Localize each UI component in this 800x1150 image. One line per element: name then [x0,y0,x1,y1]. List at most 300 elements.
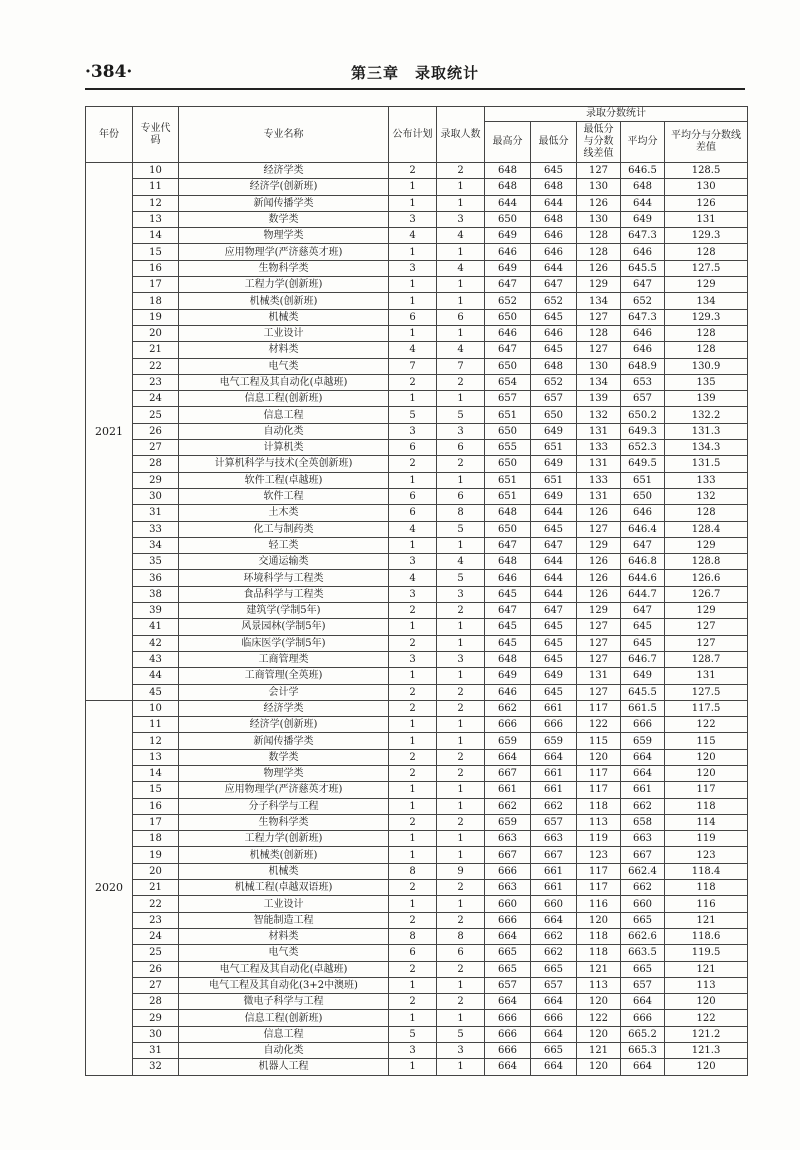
admitted-cell: 4 [437,554,485,570]
avg-cell: 644 [621,195,665,211]
min-cell: 648 [531,179,577,195]
table-row [86,505,748,521]
min-cell: 661 [531,765,577,781]
min_diff-cell: 122 [577,717,621,733]
min_diff-cell: 127 [577,342,621,358]
plan-cell: 2 [389,912,437,928]
max-cell: 666 [485,912,531,928]
code-cell: 41 [133,619,179,635]
max-cell: 646 [485,570,531,586]
admitted-cell: 2 [437,163,485,179]
min_diff-cell: 134 [577,293,621,309]
table-row [86,570,748,586]
avg_diff-cell: 128 [665,325,748,341]
table-row [86,733,748,749]
table-row [86,863,748,879]
admitted-cell: 1 [437,391,485,407]
name-cell: 经济学类 [179,700,389,716]
min-cell: 645 [531,163,577,179]
table-row [86,651,748,667]
plan-cell: 5 [389,1026,437,1042]
avg-cell: 667 [621,847,665,863]
min_diff-cell: 129 [577,537,621,553]
avg_diff-cell: 121 [665,961,748,977]
min_diff-cell: 126 [577,505,621,521]
avg-cell: 650.2 [621,407,665,423]
avg_diff-cell: 127.5 [665,260,748,276]
avg_diff-cell: 129 [665,603,748,619]
name-cell: 计算机科学与技术(全英创新班) [179,456,389,472]
max-cell: 654 [485,374,531,390]
avg-cell: 665 [621,912,665,928]
avg_diff-cell: 126.6 [665,570,748,586]
admitted-cell: 1 [437,179,485,195]
admitted-cell: 1 [437,1010,485,1026]
plan-cell: 1 [389,733,437,749]
admitted-cell: 1 [437,1059,485,1075]
plan-cell: 2 [389,700,437,716]
min_diff-cell: 129 [577,277,621,293]
plan-cell: 1 [389,798,437,814]
plan-cell: 1 [389,847,437,863]
admitted-cell: 1 [437,619,485,635]
avg-cell: 646 [621,244,665,260]
name-cell: 环境科学与工程类 [179,570,389,586]
plan-cell: 3 [389,554,437,570]
table-row [86,880,748,896]
avg_diff-cell: 135 [665,374,748,390]
table-row [86,1059,748,1075]
code-cell: 14 [133,765,179,781]
min_diff-cell: 128 [577,325,621,341]
plan-cell: 4 [389,521,437,537]
min_diff-cell: 117 [577,880,621,896]
max-cell: 663 [485,831,531,847]
admitted-cell: 1 [437,782,485,798]
max-cell: 664 [485,749,531,765]
name-cell: 应用物理学(严济慈英才班) [179,782,389,798]
min-cell: 647 [531,277,577,293]
admitted-cell: 2 [437,603,485,619]
avg_diff-cell: 128 [665,244,748,260]
avg-cell: 662 [621,880,665,896]
code-cell: 30 [133,1026,179,1042]
year-cell: 2020 [86,700,133,1075]
avg_diff-cell: 120 [665,749,748,765]
admission-stats-table [85,106,748,1076]
admitted-cell: 2 [437,684,485,700]
avg_diff-cell: 133 [665,472,748,488]
max-cell: 664 [485,928,531,944]
header-code: 专业代码 [133,107,179,163]
code-cell: 16 [133,798,179,814]
avg_diff-cell: 129.3 [665,228,748,244]
avg-cell: 645.5 [621,260,665,276]
table-row [86,325,748,341]
table-row [86,635,748,651]
admitted-cell: 1 [437,472,485,488]
avg-cell: 644.6 [621,570,665,586]
code-cell: 11 [133,717,179,733]
min-cell: 645 [531,619,577,635]
admitted-cell: 8 [437,505,485,521]
min-cell: 665 [531,961,577,977]
avg_diff-cell: 121 [665,912,748,928]
admitted-cell: 7 [437,358,485,374]
min-cell: 666 [531,1010,577,1026]
name-cell: 会计学 [179,684,389,700]
min_diff-cell: 122 [577,1010,621,1026]
plan-cell: 1 [389,977,437,993]
avg_diff-cell: 128.8 [665,554,748,570]
name-cell: 数学类 [179,211,389,227]
name-cell: 软件工程(卓越班) [179,472,389,488]
avg_diff-cell: 134 [665,293,748,309]
table-row [86,749,748,765]
admitted-cell: 6 [437,440,485,456]
min-cell: 657 [531,814,577,830]
min_diff-cell: 126 [577,260,621,276]
max-cell: 645 [485,619,531,635]
name-cell: 应用物理学(严济慈英才班) [179,244,389,260]
table-row [86,440,748,456]
min-cell: 660 [531,896,577,912]
min-cell: 661 [531,863,577,879]
avg_diff-cell: 118 [665,798,748,814]
admitted-cell: 1 [437,293,485,309]
avg-cell: 647 [621,603,665,619]
max-cell: 649 [485,668,531,684]
avg_diff-cell: 126.7 [665,586,748,602]
min_diff-cell: 113 [577,977,621,993]
name-cell: 机械类 [179,863,389,879]
min_diff-cell: 127 [577,619,621,635]
name-cell: 材料类 [179,342,389,358]
plan-cell: 3 [389,1043,437,1059]
plan-cell: 1 [389,277,437,293]
min_diff-cell: 121 [577,1043,621,1059]
code-cell: 26 [133,423,179,439]
plan-cell: 1 [389,472,437,488]
avg-cell: 662 [621,798,665,814]
admitted-cell: 2 [437,912,485,928]
avg_diff-cell: 131 [665,211,748,227]
max-cell: 648 [485,651,531,667]
plan-cell: 1 [389,537,437,553]
avg_diff-cell: 118 [665,880,748,896]
max-cell: 648 [485,179,531,195]
admitted-cell: 2 [437,374,485,390]
table-row [86,912,748,928]
min_diff-cell: 118 [577,945,621,961]
avg-cell: 664 [621,994,665,1010]
avg_diff-cell: 113 [665,977,748,993]
table-row [86,374,748,390]
min-cell: 661 [531,782,577,798]
min-cell: 662 [531,798,577,814]
min_diff-cell: 127 [577,684,621,700]
max-cell: 647 [485,342,531,358]
avg-cell: 661 [621,782,665,798]
plan-cell: 1 [389,391,437,407]
min_diff-cell: 123 [577,847,621,863]
admitted-cell: 5 [437,1026,485,1042]
plan-cell: 2 [389,961,437,977]
plan-cell: 2 [389,374,437,390]
min_diff-cell: 120 [577,912,621,928]
name-cell: 信息工程(创新班) [179,1010,389,1026]
avg_diff-cell: 128 [665,505,748,521]
min-cell: 644 [531,260,577,276]
name-cell: 机械工程(卓越双语班) [179,880,389,896]
header-name: 专业名称 [179,107,389,163]
admitted-cell: 1 [437,847,485,863]
plan-cell: 2 [389,880,437,896]
admitted-cell: 2 [437,994,485,1010]
code-cell: 24 [133,391,179,407]
code-cell: 35 [133,554,179,570]
max-cell: 648 [485,163,531,179]
admitted-cell: 3 [437,1043,485,1059]
plan-cell: 2 [389,456,437,472]
year-cell: 2021 [86,163,133,701]
avg-cell: 650 [621,488,665,504]
plan-cell: 7 [389,358,437,374]
name-cell: 生物科学类 [179,814,389,830]
max-cell: 650 [485,358,531,374]
avg-cell: 652 [621,293,665,309]
plan-cell: 6 [389,309,437,325]
min_diff-cell: 131 [577,423,621,439]
max-cell: 644 [485,195,531,211]
code-cell: 23 [133,912,179,928]
min_diff-cell: 127 [577,651,621,667]
admitted-cell: 6 [437,945,485,961]
name-cell: 物理学类 [179,228,389,244]
name-cell: 电气类 [179,945,389,961]
avg-cell: 665.3 [621,1043,665,1059]
avg-cell: 662.4 [621,863,665,879]
plan-cell: 1 [389,293,437,309]
avg-cell: 664 [621,1059,665,1075]
name-cell: 工程力学(创新班) [179,277,389,293]
admitted-cell: 1 [437,195,485,211]
table-row [86,977,748,993]
table-row [86,537,748,553]
plan-cell: 4 [389,228,437,244]
avg-cell: 664 [621,765,665,781]
name-cell: 软件工程 [179,488,389,504]
min-cell: 645 [531,651,577,667]
min-cell: 664 [531,912,577,928]
avg_diff-cell: 131.3 [665,423,748,439]
code-cell: 16 [133,260,179,276]
min_diff-cell: 120 [577,1059,621,1075]
code-cell: 29 [133,472,179,488]
min-cell: 664 [531,749,577,765]
min_diff-cell: 126 [577,195,621,211]
admitted-cell: 2 [437,749,485,765]
avg-cell: 660 [621,896,665,912]
table-row [86,309,748,325]
table-row [86,831,748,847]
min_diff-cell: 127 [577,309,621,325]
plan-cell: 4 [389,342,437,358]
avg-cell: 646.8 [621,554,665,570]
max-cell: 662 [485,700,531,716]
min_diff-cell: 126 [577,586,621,602]
max-cell: 666 [485,1026,531,1042]
code-cell: 22 [133,358,179,374]
admitted-cell: 6 [437,309,485,325]
avg-cell: 646 [621,325,665,341]
avg_diff-cell: 127 [665,635,748,651]
min-cell: 646 [531,244,577,260]
avg_diff-cell: 126 [665,195,748,211]
code-cell: 32 [133,1059,179,1075]
code-cell: 25 [133,407,179,423]
plan-cell: 1 [389,782,437,798]
max-cell: 646 [485,684,531,700]
avg_diff-cell: 120 [665,1059,748,1075]
plan-cell: 1 [389,896,437,912]
min-cell: 647 [531,603,577,619]
min-cell: 645 [531,684,577,700]
admitted-cell: 4 [437,228,485,244]
name-cell: 经济学(创新班) [179,717,389,733]
code-cell: 10 [133,163,179,179]
avg-cell: 662.6 [621,928,665,944]
code-cell: 20 [133,325,179,341]
plan-cell: 1 [389,831,437,847]
avg_diff-cell: 127 [665,619,748,635]
name-cell: 经济学(创新班) [179,179,389,195]
name-cell: 建筑学(学制5年) [179,603,389,619]
code-cell: 20 [133,863,179,879]
avg-cell: 647.3 [621,309,665,325]
min-cell: 645 [531,342,577,358]
table-row [86,407,748,423]
min-cell: 644 [531,554,577,570]
max-cell: 657 [485,977,531,993]
plan-cell: 2 [389,749,437,765]
table-row [86,423,748,439]
min-cell: 664 [531,994,577,1010]
plan-cell: 2 [389,994,437,1010]
name-cell: 轻工类 [179,537,389,553]
min-cell: 652 [531,293,577,309]
avg_diff-cell: 129 [665,277,748,293]
min_diff-cell: 128 [577,244,621,260]
min-cell: 644 [531,570,577,586]
code-cell: 21 [133,342,179,358]
max-cell: 649 [485,260,531,276]
name-cell: 智能制造工程 [179,912,389,928]
avg-cell: 646.4 [621,521,665,537]
min_diff-cell: 128 [577,228,621,244]
code-cell: 25 [133,945,179,961]
avg_diff-cell: 122 [665,717,748,733]
name-cell: 工商管理(全英班) [179,668,389,684]
avg_diff-cell: 128.5 [665,163,748,179]
min-cell: 665 [531,1043,577,1059]
name-cell: 土木类 [179,505,389,521]
avg-cell: 665 [621,961,665,977]
max-cell: 664 [485,1059,531,1075]
admitted-cell: 2 [437,814,485,830]
avg-cell: 653 [621,374,665,390]
plan-cell: 1 [389,195,437,211]
avg_diff-cell: 119.5 [665,945,748,961]
avg_diff-cell: 120 [665,994,748,1010]
max-cell: 666 [485,863,531,879]
max-cell: 667 [485,765,531,781]
header-avg: 平均分 [621,122,665,163]
max-cell: 650 [485,211,531,227]
code-cell: 31 [133,1043,179,1059]
avg-cell: 659 [621,733,665,749]
min-cell: 644 [531,195,577,211]
max-cell: 646 [485,244,531,260]
max-cell: 666 [485,717,531,733]
name-cell: 机械类(创新班) [179,847,389,863]
table-row [86,684,748,700]
code-cell: 26 [133,961,179,977]
plan-cell: 1 [389,325,437,341]
max-cell: 651 [485,472,531,488]
avg_diff-cell: 139 [665,391,748,407]
table-row [86,1043,748,1059]
table-row [86,945,748,961]
min_diff-cell: 117 [577,782,621,798]
name-cell: 工业设计 [179,896,389,912]
avg-cell: 658 [621,814,665,830]
plan-cell: 1 [389,619,437,635]
code-cell: 21 [133,880,179,896]
plan-cell: 5 [389,407,437,423]
min-cell: 651 [531,440,577,456]
name-cell: 生物科学类 [179,260,389,276]
avg_diff-cell: 132 [665,488,748,504]
code-cell: 10 [133,700,179,716]
table-row [86,244,748,260]
name-cell: 微电子科学与工程 [179,994,389,1010]
admitted-cell: 1 [437,277,485,293]
code-cell: 18 [133,831,179,847]
admitted-cell: 4 [437,342,485,358]
table-row [86,668,748,684]
table-row [86,603,748,619]
max-cell: 665 [485,961,531,977]
max-cell: 650 [485,456,531,472]
code-cell: 15 [133,244,179,260]
table-row [86,260,748,276]
code-cell: 30 [133,488,179,504]
max-cell: 650 [485,521,531,537]
min_diff-cell: 118 [577,798,621,814]
plan-cell: 4 [389,570,437,586]
table-row [86,195,748,211]
name-cell: 信息工程 [179,1026,389,1042]
min-cell: 657 [531,977,577,993]
header-year: 年份 [86,107,133,163]
name-cell: 信息工程 [179,407,389,423]
plan-cell: 1 [389,1010,437,1026]
min_diff-cell: 117 [577,765,621,781]
name-cell: 工商管理类 [179,651,389,667]
avg-cell: 651 [621,472,665,488]
max-cell: 666 [485,1010,531,1026]
